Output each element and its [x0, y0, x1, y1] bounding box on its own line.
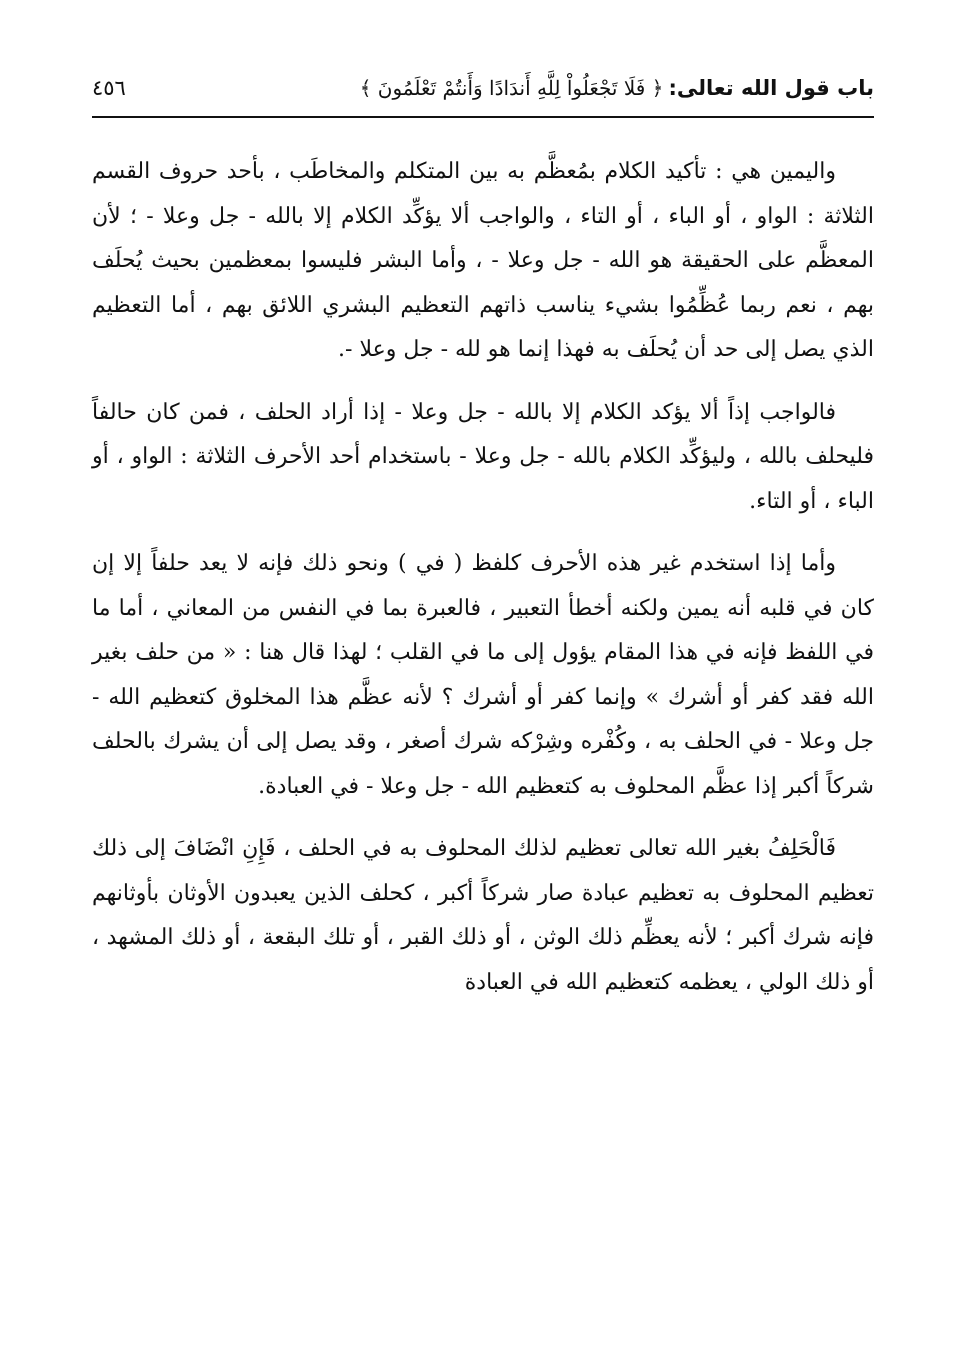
body-text [92, 150, 874, 1023]
page-number: ٤٥٦ [92, 76, 126, 100]
chapter-heading [360, 76, 874, 100]
paragraph-3 [92, 542, 874, 809]
paragraph-text: واليمين هي : تأكيد الكلام بمُعظَّم به بين المتكلم والمخاطَب ، بأحد حروف القسم الثلاثة : الواو ، أو الباء ، أو التاء ، والواجب ألا يؤكِّد الكلام إلا بالله - جل وعلا - ؛ لأن المعظَّم على الحقيقة هو الله - جل وعلا - ، وأما البشر فليسوا بمعظمين بحيث يُحلَف بهم ، نعم ربما عُظِّمُوا بشيء يناسب ذاتهم التعظيم البشري اللائق بهم ، أما التعظيم الذي يصل إلى حد أن يُحلَف به فهذا إنما هو لله - جل وعلا -. [92, 159, 874, 362]
chapter-title: باب قول الله تعالى: [668, 76, 874, 100]
paragraph-text: فَالْحَلِفُ بغير الله تعالى تعظيم لذلك المحلوف به في الحلف ، فَإِنِ انْضَافَ إلى ذلك تعظيم المحلوف به تعظيم عبادة صار شركاً أكبر ، كحلف الذين يعبدون الأوثان بأوثانهم فإنه شرك أكبر ؛ لأنه يعظِّم ذلك الوثن ، أو ذلك القبر ، أو تلك البقعة ، أو ذلك المشهد ، أو ذلك الولي ، يعظمه كتعظيم الله في العبادة [92, 836, 874, 995]
paragraph-2 [92, 391, 874, 525]
paragraph-text: فالواجب إذاً ألا يؤكد الكلام إلا بالله - جل وعلا - إذا أراد الحلف ، فمن كان حالفاً فليحلف بالله ، وليؤكِّد الكلام بالله - جل وعلا - باستخدام أحد الأحرف الثلاثة : الواو ، أو الباء ، أو التاء. [92, 399, 874, 514]
header-divider [92, 116, 874, 118]
quran-verse: ﴿ فَلَا تَجْعَلُواْ لِلَّهِ أَندَادًا وَأَنتُمْ تَعْلَمُونَ ﴾ [359, 76, 664, 100]
paragraph-text: وأما إذا استخدم غير هذه الأحرف كلفظ ( في ) ونحو ذلك فإنه لا يعد حلفاً إلا إن كان في قلبه أنه يمين ولكنه أخطأ التعبير ، فالعبرة بما في النفس من المعاني ، أما ما في اللفظ فإنه في هذا المقام يؤول إلى ما في القلب ؛ لهذا قال هنا : « من حلف بغير الله فقد كفر أو أشرك » وإنما كفر أو أشرك ؟ لأنه عظَّم هذا المخلوق كتعظيم الله - جل وعلا - في الحلف به ، وكُفْره وشِرْكه شرك أصغر ، وقد يصل إلى أن يشرك بالحلف شركاً أكبر إذا عظَّم المحلوف به كتعظيم الله - جل وعلا - في العبادة. [92, 551, 874, 799]
paragraph-1 [92, 150, 874, 373]
running-header [92, 66, 874, 110]
paragraph-4 [92, 827, 874, 1005]
